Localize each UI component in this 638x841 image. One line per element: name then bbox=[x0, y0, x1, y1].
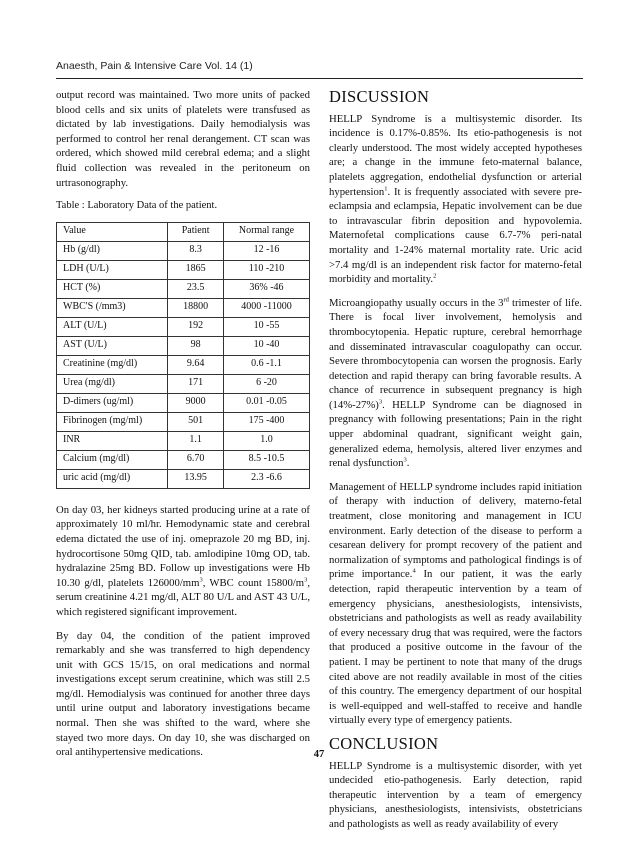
table-cell: D-dimers (ug/ml) bbox=[57, 393, 168, 412]
table-cell: INR bbox=[57, 431, 168, 450]
citation-superscript: 4 bbox=[412, 567, 416, 575]
superscript: 3 bbox=[304, 576, 308, 584]
superscript: 3 bbox=[199, 576, 203, 584]
text-run: , serum creatinine 4.21 mg/dl, ALT 80 U/L and AST 43 U/L, which registered significant improvement. bbox=[56, 576, 310, 618]
table-cell: 6 -20 bbox=[223, 374, 309, 393]
running-head: Anaesth, Pain & Intensive Care Vol. 14 (1) bbox=[56, 60, 253, 72]
ordinal-superscript: rd bbox=[503, 296, 509, 304]
paragraph-day-04: By day 04, the condition of the patient improved remarkably and she was transferred to high dependency unit with GCS 15/15, on oral medications and normal investigations except serum creatinine, which was still 2.5 mg/dl. Hemodialysis was continued for another three days until urine output and laboratory investigations became normal. Then she was shifted to the ward, where she stayed two more days. On day 10, she was discharged on oral antihypertensive medications. bbox=[56, 629, 310, 759]
text-run: Management of HELLP syndrome includes rapid initiation of therapy with induction of delivery, materno-fetal treatment, close monitoring and management in ICU environment. Early detection of the disease to perform a cesarean delivery for prompt recovery of the patient and normalization of symptoms and pathological findings is of prime importance. bbox=[329, 480, 582, 581]
table-cell: 1865 bbox=[168, 260, 224, 279]
paragraph-discussion-3 bbox=[329, 480, 582, 728]
table-cell: 175 -400 bbox=[223, 412, 309, 431]
table-row bbox=[57, 393, 310, 412]
table-cell: 0.6 -1.1 bbox=[223, 355, 309, 374]
table-cell: 1.0 bbox=[223, 431, 309, 450]
header-rule bbox=[56, 78, 583, 79]
column-header-value: Value bbox=[57, 222, 168, 241]
table-body bbox=[57, 241, 310, 488]
citation-superscript: 3 bbox=[378, 398, 383, 406]
table-row bbox=[57, 260, 310, 279]
table-row bbox=[57, 431, 310, 450]
table-cell: 192 bbox=[168, 317, 224, 336]
table-row bbox=[57, 374, 310, 393]
text-run: . It is frequently associated with severe pre-eclampsia and eclampsia, Hepatic involvement can be due to intravascular fibrin deposition and hypovolemia. Maternofetal complications cause 6.7-7% peri-natal mortality and 1-24% maternal mortality rate. Uric acid >7.4 mg/dl is an independent risk factor for materno-fetal morbidity and mortality. bbox=[329, 185, 582, 286]
table-row bbox=[57, 298, 310, 317]
table-row bbox=[57, 317, 310, 336]
table-cell: Hb (g/dl) bbox=[57, 241, 168, 260]
table-cell: Urea (mg/dl) bbox=[57, 374, 168, 393]
paragraph-conclusion: HELLP Syndrome is a multisystemic disorder, with yet undecided etio-pathogenesis. Early detection, rapid therapeutic intervention by a team of emergency physicians, anesthesiologists, intensivists, obstetricians and pathologists as well as ready availability of every bbox=[329, 759, 582, 830]
table-cell: 9000 bbox=[168, 393, 224, 412]
table-cell: AST (U/L) bbox=[57, 336, 168, 355]
page-number: 47 bbox=[313, 749, 325, 760]
text-run: , WBC count 15800/m bbox=[202, 576, 305, 589]
table-cell: 8.3 bbox=[168, 241, 224, 260]
table-row bbox=[57, 336, 310, 355]
table-cell: ALT (U/L) bbox=[57, 317, 168, 336]
table-cell: LDH (U/L) bbox=[57, 260, 168, 279]
paragraph-discussion-2 bbox=[329, 296, 582, 471]
table-caption: Table : Laboratory Data of the patient. bbox=[56, 200, 218, 212]
table-cell: Calcium (mg/dl) bbox=[57, 450, 168, 469]
table-cell: 8.5 -10.5 bbox=[223, 450, 309, 469]
table-cell: 0.01 -0.05 bbox=[223, 393, 309, 412]
paragraph-case-continued: output record was maintained. Two more units of packed blood cells and six units of platelets were transfused as dictated by lab investigations. Daily hemodialysis was performed to control her renal derangement. CT scan was ordered, which showed mild cerebral edema; and a slight fluid collection was revealed in the peritoneum on urtrasonography. bbox=[56, 89, 310, 189]
table-row bbox=[57, 355, 310, 374]
table-cell: 2.3 -6.6 bbox=[223, 469, 309, 488]
table-cell: 10 -40 bbox=[223, 336, 309, 355]
table-cell: 98 bbox=[168, 336, 224, 355]
text-run: In our patient, it was the early detection, rapid therapeutic intervention by a team of emergency physicians, anesthesiologists, intensivists, obstetricians and pathologists as well as ready availability of every necessary drug that was required, were the factors that produced a positive outcome in the favour of the patient. I may be pertinent to note that many of the drugs cited above are not readily available in most of the cities of this country. The emergency department of our hospital is well-equipped and well-staffed to receive and handle virtually every type of emergency patients. bbox=[329, 568, 582, 727]
text-run: . HELLP Syndrome can be diagnosed in pregnancy with following presentations; Pain in the right upper abdominal quadrant, significant weight gain, generalized edema, hemolysis, altered liver enzymes and renal dysfunction bbox=[329, 398, 582, 470]
table-cell: 18800 bbox=[168, 298, 224, 317]
table-cell: 10 -55 bbox=[223, 317, 309, 336]
table-cell: 6.70 bbox=[168, 450, 224, 469]
table-row bbox=[57, 241, 310, 260]
table-cell: 36% -46 bbox=[223, 279, 309, 298]
table-row bbox=[57, 412, 310, 431]
text-run: . bbox=[406, 457, 410, 470]
table-cell: 1.1 bbox=[168, 431, 224, 450]
table-cell: 12 -16 bbox=[223, 241, 309, 260]
column-header-patient: Patient bbox=[168, 222, 224, 241]
table-cell: 4000 -11000 bbox=[223, 298, 309, 317]
citation-superscript: 3 bbox=[403, 456, 407, 464]
citation-superscript: 2 bbox=[433, 272, 437, 280]
text-run: On day 03, her kidneys started producing urine at a rate of approximately 10 ml/hr. Hemodynamic state and cerebral edema dictated the use of inj. omeprazole 20 mg BD, inj. hydrocortisone 50mg QID, tab. amlodipine 10mg OD, tab. hydralazine 25mg BD. Follow up investigations were Hb 10.30 g/dl, platelets 126000/mm bbox=[56, 503, 310, 589]
table-cell: 501 bbox=[168, 412, 224, 431]
text-run: HELLP Syndrome is a multisystemic disorder. Its incidence is 0.17%-0.85%. Its etio-pathogenesis is not clearly understood. The most widely accepted hypotheses are; a change in the immune feto-maternal balance, platelets aggregation, endothelial dysfunction or arterial hypertension bbox=[329, 112, 582, 198]
left-column bbox=[56, 88, 310, 769]
table-cell: 110 -210 bbox=[223, 260, 309, 279]
table-row bbox=[57, 469, 310, 488]
table-row bbox=[57, 279, 310, 298]
text-run: Microangiopathy usually occurs in the 3 bbox=[329, 296, 504, 309]
table-cell: uric acid (mg/dl) bbox=[57, 469, 168, 488]
text-run: trimester of life. There is focal liver involvement, hemolysis and thrombocytopenia. Hepatic rupture, cerebral hemorrhage and disseminated intravascular coagulopathy can occur. Severe thrombocytopenia can worsen the prognosis. Early detection and rapid therapy can bring favorable results. A chance of recurrence in subsequent pregnancy is high (14%-27%) bbox=[329, 296, 582, 411]
laboratory-data-table bbox=[56, 222, 310, 489]
paragraph-discussion-1 bbox=[329, 112, 582, 287]
table-cell: 13.95 bbox=[168, 469, 224, 488]
table-cell: Fibrinogen (mg/ml) bbox=[57, 412, 168, 431]
right-column bbox=[329, 88, 582, 841]
table-cell: 9.64 bbox=[168, 355, 224, 374]
column-header-normal-range: Normal range bbox=[223, 222, 309, 241]
table-cell: WBC'S (/mm3) bbox=[57, 298, 168, 317]
discussion-heading: DISCUSSION bbox=[329, 87, 430, 106]
conclusion-heading: CONCLUSION bbox=[329, 733, 439, 753]
table-header-row bbox=[57, 222, 310, 241]
table-cell: 23.5 bbox=[168, 279, 224, 298]
table-cell: 171 bbox=[168, 374, 224, 393]
table-row bbox=[57, 450, 310, 469]
table-cell: Creatinine (mg/dl) bbox=[57, 355, 168, 374]
paragraph-day-03 bbox=[56, 503, 310, 620]
table-cell: HCT (%) bbox=[57, 279, 168, 298]
citation-superscript: 1 bbox=[384, 185, 388, 192]
